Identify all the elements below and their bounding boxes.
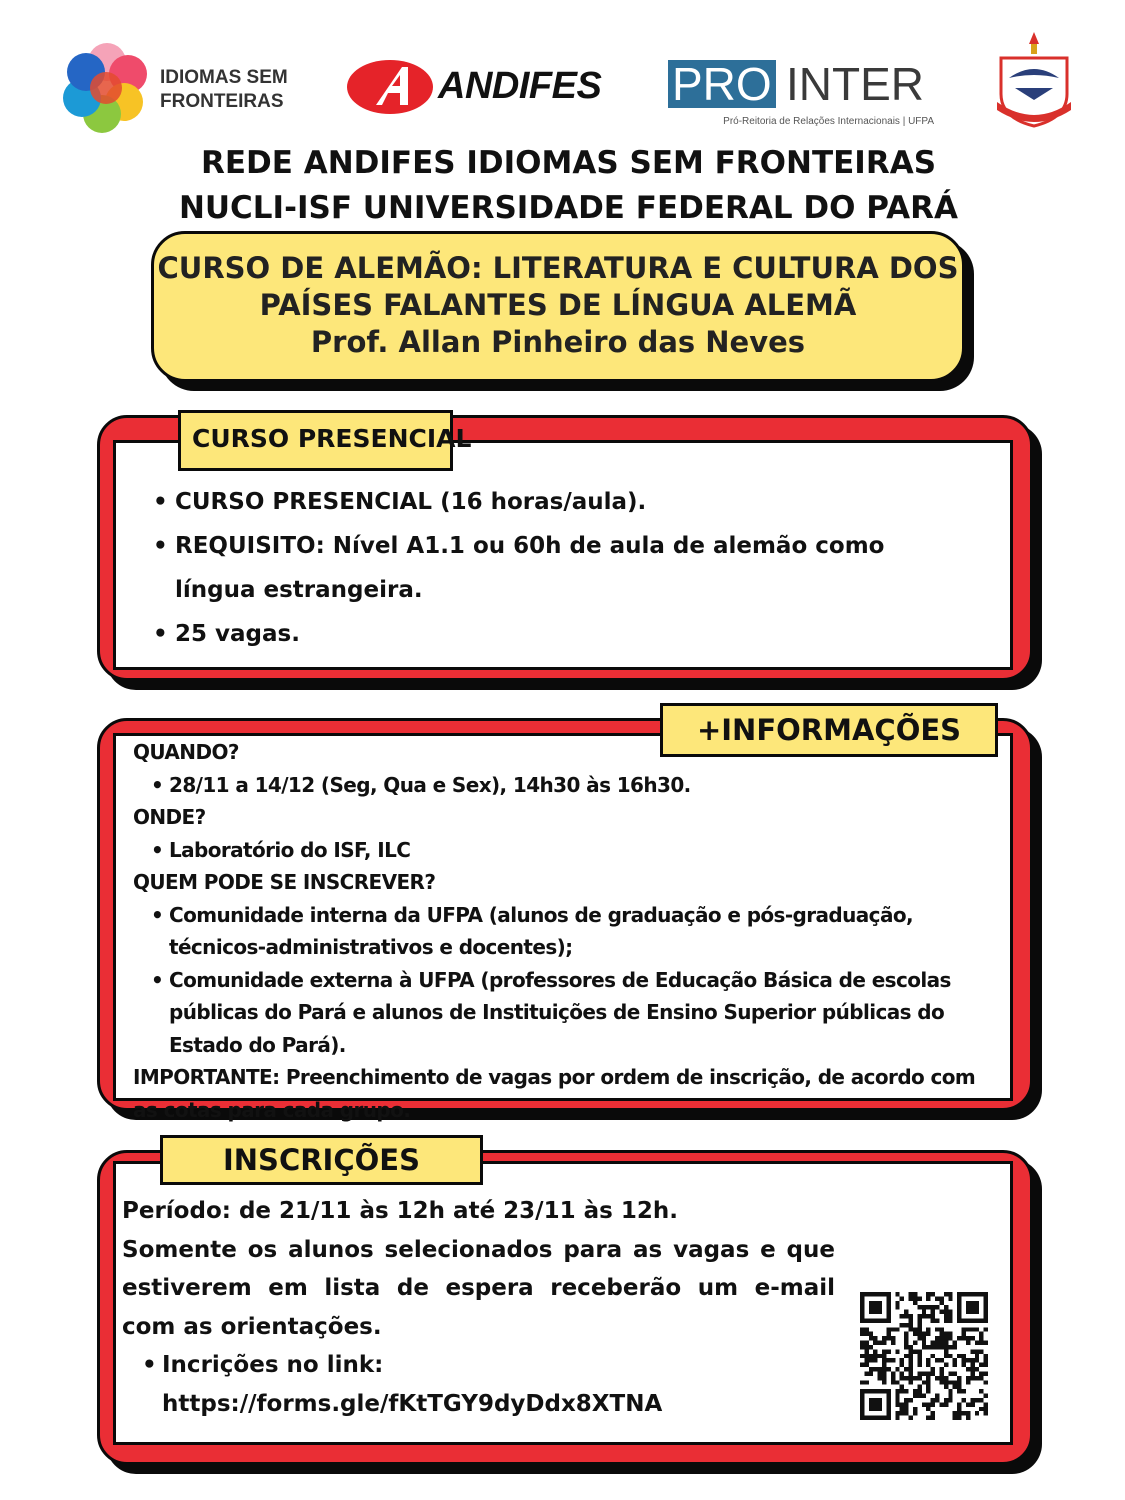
inscricoes-periodo: Período: de 21/11 às 12h até 23/11 às 12h. [122,1198,678,1224]
qr-code-icon[interactable] [860,1292,988,1420]
inscricoes-link-label: • Incrições no link: [122,1346,835,1385]
course-title-line-2: PAÍSES FALANTES DE LÍNGUA ALEMÃ [259,288,857,322]
onde-label: ONDE? [133,805,206,829]
isf-flower-icon [62,42,152,134]
info-tag: +INFORMAÇÕES [660,703,998,757]
isf-logo-line1: IDIOMAS SEM [160,67,288,88]
andifes-emblem-icon [346,57,438,117]
presencial-list [153,480,953,656]
isf-logo-line2: FRONTEIRAS [160,91,284,112]
quem-item-interna: • Comunidade interna da UFPA (alunos de graduação e pós-graduação, técnicos-administrativos e docentes); [133,899,1003,964]
prointer-subtitle: Pró-Reitoria de Relações Internacionais | UFPA [723,116,934,127]
andifes-logo-text: ANDIFES [438,65,602,107]
presencial-item-requirement: • REQUISITO: Nível A1.1 ou 60h de aula de alemão como língua estrangeira. [153,524,943,612]
inscricoes-link[interactable]: https://forms.gle/fKtTGY9dyDdx8XTNA [162,1390,663,1417]
andifes-logo [346,57,606,117]
quem-item-externa: • Comunidade externa à UFPA (professores de Educação Básica de escolas públicas do Pará e alunos de Instituições de Ensino Superior públicas do Estado do Pará). [133,964,1003,1062]
course-title-box [151,231,965,382]
ufpa-crest-icon [995,30,1073,130]
course-title-line-1: CURSO DE ALEMÃO: LITERATURA E CULTURA DOS [157,251,959,285]
header-line-2: NUCLI-ISF UNIVERSIDADE FEDERAL DO PARÁ [178,190,959,226]
header-line-1: REDE ANDIFES IDIOMAS SEM FRONTEIRAS [200,145,937,181]
prointer-inter-text: INTER [786,58,924,110]
presencial-item-vacancies: • 25 vagas. [153,612,953,656]
course-professor: Prof. Allan Pinheiro das Neves [310,325,806,359]
quem-label: QUEM PODE SE INSCREVER? [133,870,436,894]
info-content [133,736,1003,1126]
presencial-tag: CURSO PRESENCIAL [178,410,453,471]
prointer-pro-text: PRO [668,60,776,108]
onde-item: • Laboratório do ISF, ILC [133,834,1003,867]
prointer-logo [668,60,938,132]
inscricoes-aviso: Somente os alunos selecionados para as vagas e que estiverem em lista de espera receberão um e-mail com as orientações. [122,1236,835,1340]
quando-item: • 28/11 a 14/12 (Seg, Qua e Sex), 14h30 às 16h30. [133,769,1003,802]
importante-note: IMPORTANTE: Preenchimento de vagas por ordem de inscrição, de acordo com as cotas para cada grupo. [133,1065,976,1122]
presencial-item-hours: • CURSO PRESENCIAL (16 horas/aula). [153,480,953,524]
inscricoes-tag: INSCRIÇÕES [160,1135,483,1185]
idiomas-sem-fronteiras-logo [62,42,322,134]
quando-label: QUANDO? [133,740,239,764]
inscricoes-content [122,1192,835,1423]
